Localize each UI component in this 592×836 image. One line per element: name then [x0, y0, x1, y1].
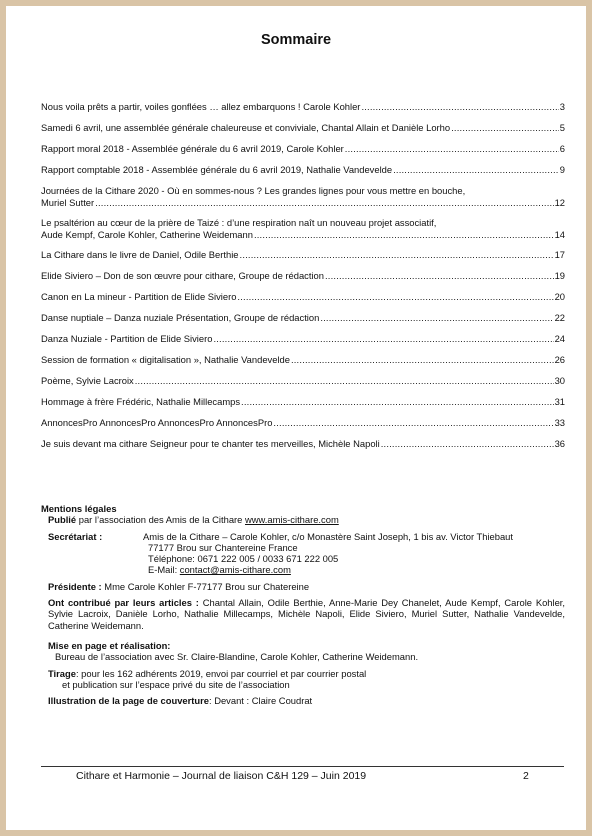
website-link[interactable]: www.amis-cithare.com: [244, 514, 339, 526]
toc-entry-title: Je suis devant ma cithare Seigneur pour te chanter tes merveilles, Michèle Napoli: [41, 438, 380, 449]
toc-entry[interactable]: [41, 396, 565, 408]
toc-page-number: 24: [554, 333, 565, 344]
email-prefix: E-Mail:: [148, 564, 180, 576]
toc-entry-title: Canon en La mineur - Partition de Elide Siviero: [41, 291, 237, 302]
footer-text: Cithare et Harmonie – Journal de liaison C&H 129 – Juin 2019: [76, 770, 367, 782]
toc-leader-dots: [213, 333, 553, 345]
print-run-label: Tirage: [48, 667, 76, 679]
toc-entry[interactable]: [41, 122, 565, 134]
toc-page-number: 22: [554, 312, 565, 323]
presidente-line: [41, 581, 565, 592]
print-run-line1: : pour les 162 adhérents 2019, envoi par courriel et par courrier postal: [75, 667, 367, 679]
toc-leader-dots: [325, 270, 554, 282]
toc-page-number: 9: [559, 164, 565, 175]
secretariat-city: 77177 Brou sur Chantereine France: [148, 541, 298, 553]
publisher-text: par l’association des Amis de la Cithare: [76, 514, 245, 526]
secretariat-block: [41, 531, 565, 576]
toc-entry-title: Danse nuptiale – Danza nuziale Présentation, Groupe de rédaction: [41, 312, 320, 323]
contributors-text: Chantal Allain, Odile Berthie, Anne-Marie Dey Chanelet, Aude Kempf, Carole Kohler, Sylvie Lacroix, Danièle Lorho, Nathalie Millecamps, Michèle Napoli, Elide Siviero, Muriel Sutter, Nathalie Vandevelde, Catherine Weidemann.: [48, 597, 565, 631]
toc-entry[interactable]: [41, 375, 565, 387]
toc-leader-dots: [241, 396, 554, 408]
secretariat-label: Secrétariat :: [48, 530, 103, 542]
toc-entry-title: Session de formation « digitalisation », Nathalie Vandevelde: [41, 354, 290, 365]
toc-entry[interactable]: [41, 270, 565, 282]
toc-entry-title: Aude Kempf, Carole Kohler, Catherine Weidemann: [41, 229, 253, 240]
toc-entry-title: Samedi 6 avril, une assemblée générale chaleureuse et conviviale, Chantal Allain et Danièle Lorho: [41, 122, 451, 133]
toc-entry-title: Elide Siviero – Don de son œuvre pour cithare, Groupe de rédaction: [41, 270, 324, 281]
page-number: 2: [523, 770, 529, 782]
toc-entry-title: Muriel Sutter: [41, 197, 95, 208]
toc-entry[interactable]: [41, 185, 565, 209]
toc-entry-title: AnnoncesPro AnnoncesPro AnnoncesPro AnnoncesPro: [41, 417, 273, 428]
toc-leader-dots: [237, 291, 553, 303]
legal-heading: Mentions légales: [41, 503, 117, 514]
toc-entry[interactable]: [41, 143, 565, 155]
toc-entry[interactable]: [41, 312, 565, 324]
toc-page-number: 5: [559, 122, 565, 133]
print-run-block: [41, 668, 565, 691]
presidente-text: Mme Carole Kohler F-77177 Brou sur Chatereine: [101, 580, 310, 592]
toc-page-number: 33: [554, 417, 565, 428]
print-run-line2: et publication sur l’espace privé du site de l’association: [62, 678, 290, 690]
toc-entry[interactable]: [41, 291, 565, 303]
toc-entry-title: Nous voila prêts a partir, voiles gonflées … allez embarquons ! Carole Kohler: [41, 101, 361, 112]
cover-illustration-text: : Devant : Claire Coudrat: [208, 695, 313, 707]
toc-leader-dots: [95, 197, 553, 209]
table-of-contents: [41, 101, 565, 459]
secretariat-phone: Téléphone: 0671 222 005 / 0033 671 222 005: [148, 553, 339, 565]
toc-leader-dots: [254, 229, 554, 241]
toc-page-number: 20: [554, 291, 565, 302]
layout-block: [41, 640, 565, 663]
toc-entry[interactable]: [41, 101, 565, 113]
contributors-block: [41, 597, 565, 631]
toc-leader-dots: [345, 143, 559, 155]
toc-page-number: 26: [554, 354, 565, 365]
toc-page-number: 17: [554, 249, 565, 260]
toc-entry[interactable]: [41, 217, 565, 241]
toc-page-number: 12: [554, 197, 565, 208]
toc-entry-title: Danza Nuziale - Partition de Elide Siviero: [41, 333, 213, 344]
toc-leader-dots: [273, 417, 553, 429]
toc-leader-dots: [361, 101, 558, 113]
toc-leader-dots: [381, 438, 554, 450]
toc-leader-dots: [291, 354, 554, 366]
page-title: Sommaire: [260, 32, 332, 48]
toc-entry[interactable]: [41, 333, 565, 345]
presidente-label: Présidente :: [48, 580, 102, 592]
toc-leader-dots: [451, 122, 559, 134]
toc-page-number: 14: [554, 229, 565, 240]
layout-label: Mise en page et réalisation:: [48, 639, 171, 651]
toc-entry-title: Rapport moral 2018 - Assemblée générale du 6 avril 2019, Carole Kohler: [41, 143, 344, 154]
secretariat-address: Amis de la Cithare – Carole Kohler, c/o Monastère Saint Joseph, 1 bis av. Victor Thiebaut: [143, 530, 513, 542]
publisher-label: Publié: [48, 514, 77, 526]
toc-leader-dots: [320, 312, 553, 324]
toc-entry-title: Rapport comptable 2018 - Assemblée générale du 6 avril 2019, Nathalie Vandevelde: [41, 164, 393, 175]
legal-notice: [41, 503, 565, 706]
toc-page-number: 6: [559, 143, 565, 154]
cover-illustration-line: [41, 695, 565, 706]
toc-page-number: 3: [559, 101, 565, 112]
toc-entry[interactable]: [41, 164, 565, 176]
footer-divider: [41, 766, 564, 767]
secretariat-email: [143, 564, 513, 575]
email-link[interactable]: contact@amis-cithare.com: [179, 564, 291, 576]
layout-text: Bureau de l’association avec Sr. Claire-Blandine, Carole Kohler, Catherine Weidemann.: [55, 651, 419, 663]
toc-entry-title: Poème, Sylvie Lacroix: [41, 375, 134, 386]
toc-page-number: 30: [554, 375, 565, 386]
toc-leader-dots: [240, 249, 554, 261]
toc-page-number: 36: [554, 438, 565, 449]
toc-entry[interactable]: [41, 354, 565, 366]
toc-leader-dots: [135, 375, 554, 387]
cover-illustration-label: Illustration de la page de couverture: [48, 695, 209, 707]
toc-page-number: 31: [554, 396, 565, 407]
contributors-label: Ont contribué par leurs articles :: [48, 597, 199, 609]
toc-entry[interactable]: [41, 249, 565, 261]
toc-leader-dots: [393, 164, 559, 176]
toc-entry-title-line: Journées de la Cithare 2020 - Où en sommes-nous ? Les grandes lignes pour vous mettre en bouche,: [41, 185, 466, 196]
toc-entry[interactable]: [41, 417, 565, 429]
publisher-line: [41, 514, 565, 525]
toc-entry-title: La Cithare dans le livre de Daniel, Odile Berthie: [41, 249, 239, 260]
toc-entry-title-line: Le psaltérion au cœur de la prière de Taizé : d’une respiration naît un nouveau projet associatif,: [41, 217, 437, 228]
toc-entry[interactable]: [41, 438, 565, 450]
toc-page-number: 19: [554, 270, 565, 281]
toc-entry-title: Hommage à frère Frédéric, Nathalie Millecamps: [41, 396, 241, 407]
